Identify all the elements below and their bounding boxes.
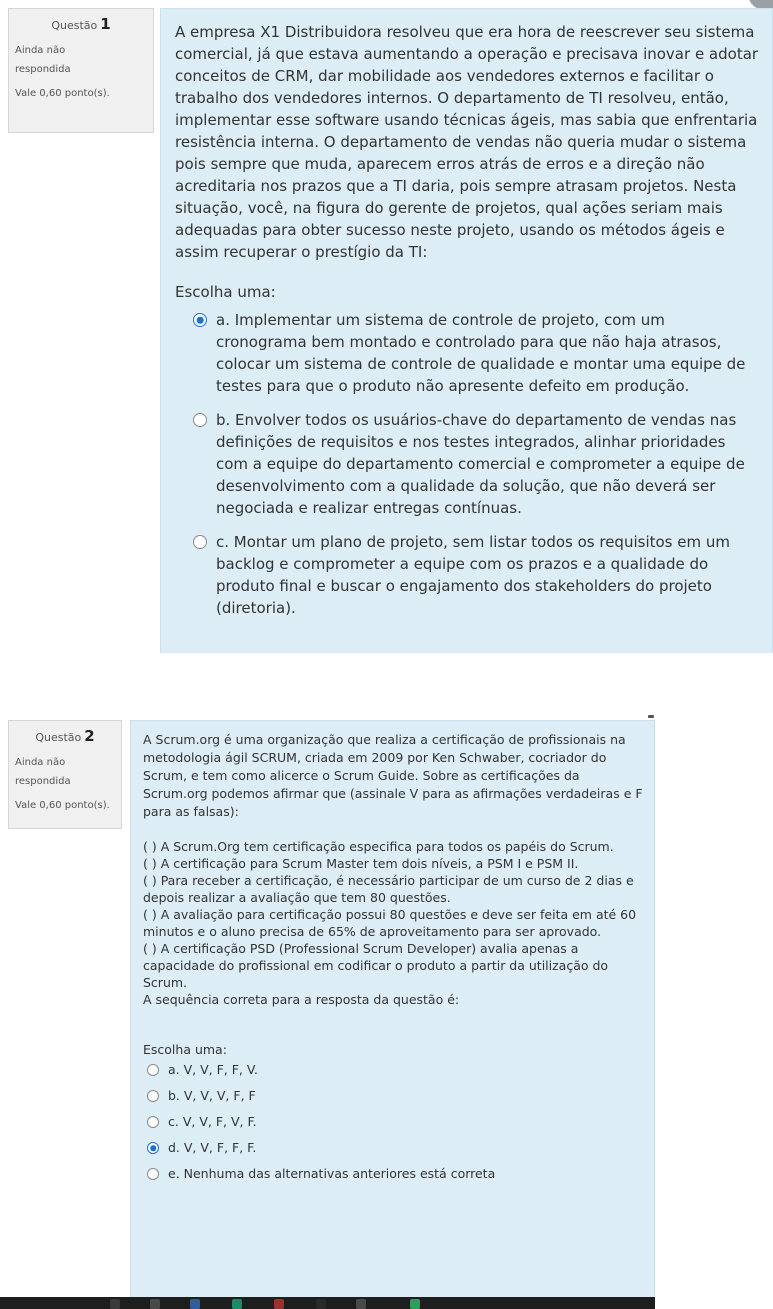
- taskbar: [0, 1297, 655, 1309]
- radio-button-icon[interactable]: [147, 1090, 159, 1102]
- statement-1: ( ) A Scrum.Org tem certificação especifica para todos os papéis do Scrum.: [143, 839, 614, 854]
- option-label[interactable]: e. Nenhuma das alternativas anteriores está correta: [168, 1166, 496, 1181]
- question-info: [8, 720, 122, 829]
- option-label[interactable]: d. V, V, F, F, F.: [168, 1140, 257, 1155]
- question-number-value: 2: [84, 727, 95, 745]
- option-a[interactable]: [193, 309, 760, 397]
- question-number: [15, 727, 115, 745]
- question-state: Ainda não respondida: [15, 45, 71, 75]
- answer-prompt: Escolha uma:: [175, 283, 276, 301]
- question-state: Ainda não respondida: [15, 757, 71, 787]
- taskbar-app-icon[interactable]: [150, 1299, 160, 1309]
- question-grade: Vale 0,60 ponto(s).: [15, 800, 110, 811]
- option-d[interactable]: [147, 1139, 644, 1157]
- question-label: Questão: [35, 731, 82, 744]
- statement-2: ( ) A certificação para Scrum Master tem dois níveis, a PSM I e PSM II.: [143, 856, 579, 871]
- question-content: [160, 8, 773, 653]
- radio-button-icon[interactable]: [147, 1064, 159, 1076]
- answer-options: [147, 1061, 644, 1183]
- answer-options: [193, 309, 760, 619]
- statement-3: ( ) Para receber a certificação, é necessário participar de um curso de 2 dias e depois realizar a avaliação que tem 80 questões.: [143, 873, 634, 905]
- taskbar-app-icon[interactable]: [190, 1299, 200, 1309]
- option-label[interactable]: b. Envolver todos os usuários-chave do departamento de vendas nas definições de requisitos e nos testes integrados, alinhar prioridades com a equipe do departamento comercial e comprometer a equipe de desenvolvimento com a qualidade da solução, que não deverá ser negociada e realizar entregas contínuas.: [216, 411, 745, 517]
- option-label[interactable]: c. V, V, F, V, F.: [168, 1114, 257, 1129]
- answer-prompt: Escolha uma:: [143, 1042, 227, 1057]
- statement-5: ( ) A certificação PSD (Professional Scrum Developer) avalia apenas a capacidade do profissional em codificar o produto a partir da utilização do Scrum.: [143, 941, 609, 990]
- taskbar-app-icon[interactable]: [410, 1299, 420, 1309]
- option-label[interactable]: a. V, V, F, F, V.: [168, 1062, 258, 1077]
- radio-button-icon[interactable]: [147, 1168, 159, 1180]
- radio-button-icon[interactable]: [193, 413, 207, 427]
- question-content: [130, 720, 655, 1309]
- question-label: Questão: [51, 19, 98, 32]
- question-text: A Scrum.org é uma organização que realiza a certificação de profissionais na metodologia ágil SCRUM, criada em 2009 por Ken Schwaber, cocriador do Scrum, e tem como alicerce o Scrum Guide. Sobre as certificações da Scrum.org podemos afirmar que (assinale V para as afirmações verdadeiras e F para as falsas):: [143, 732, 643, 819]
- option-a[interactable]: [147, 1061, 644, 1079]
- question-info: [8, 8, 154, 133]
- question-2-screenshot: [0, 712, 655, 1309]
- radio-button-selected-icon[interactable]: [193, 313, 207, 327]
- taskbar-app-icon[interactable]: [274, 1299, 284, 1309]
- option-label[interactable]: c. Montar um plano de projeto, sem listar todos os requisitos em um backlog e comprometer a equipe com os prazos e a qualidade do produto final e buscar o engajamento dos stakeholders do projeto (diretoria).: [216, 533, 730, 617]
- question-1-screenshot: [0, 0, 773, 653]
- question-number: [15, 15, 147, 33]
- option-e[interactable]: [147, 1165, 644, 1183]
- question-closing: A sequência correta para a resposta da questão é:: [143, 992, 460, 1007]
- option-label[interactable]: a. Implementar um sistema de controle de projeto, com um cronograma bem montado e controlado para que não haja atrasos, colocar um sistema de controle de qualidade e montar uma equipe de testes para que o produto não apresente defeito em produção.: [216, 311, 746, 395]
- question-number-value: 1: [100, 15, 111, 33]
- question-text: A empresa X1 Distribuidora resolveu que era hora de reescrever seu sistema comercial, já que estava aumentando a operação e precisava inovar e adotar conceitos de CRM, dar mobilidade aos vendedores externos e facilitar o trabalho dos vendedores internos. O departamento de TI resolveu, então, implementar esse software usando técnicas ágeis, mas sabia que enfrentaria resistência interna. O departamento de vendas não queria mudar o sistema pois sempre que muda, aparecem erros atrás de erros e a direção não acreditaria nos prazos que a TI daria, pois sempre atrasam projetos. Nesta situação, você, na figura do gerente de projetos, qual ações seriam mais adequadas para obter sucesso neste projeto, usando os métodos ágeis e assim recuperar o prestígio da TI:: [175, 23, 759, 261]
- option-b[interactable]: [193, 409, 760, 519]
- option-label[interactable]: b. V, V, V, F, F: [168, 1088, 256, 1103]
- taskbar-app-icon[interactable]: [110, 1299, 120, 1309]
- question-grade: Vale 0,60 ponto(s).: [15, 88, 110, 99]
- taskbar-app-icon[interactable]: [356, 1299, 366, 1309]
- radio-button-icon[interactable]: [193, 535, 207, 549]
- option-c[interactable]: [147, 1113, 644, 1131]
- option-c[interactable]: [193, 531, 760, 619]
- radio-button-selected-icon[interactable]: [147, 1142, 159, 1154]
- option-b[interactable]: [147, 1087, 644, 1105]
- statement-4: ( ) A avaliação para certificação possui 80 questões e deve ser feita em até 60 minutos e o aluno precisa de 65% de aproveitamento para ser aprovado.: [143, 907, 637, 939]
- taskbar-app-icon[interactable]: [232, 1299, 242, 1309]
- taskbar-app-icon[interactable]: [316, 1299, 326, 1309]
- radio-button-icon[interactable]: [147, 1116, 159, 1128]
